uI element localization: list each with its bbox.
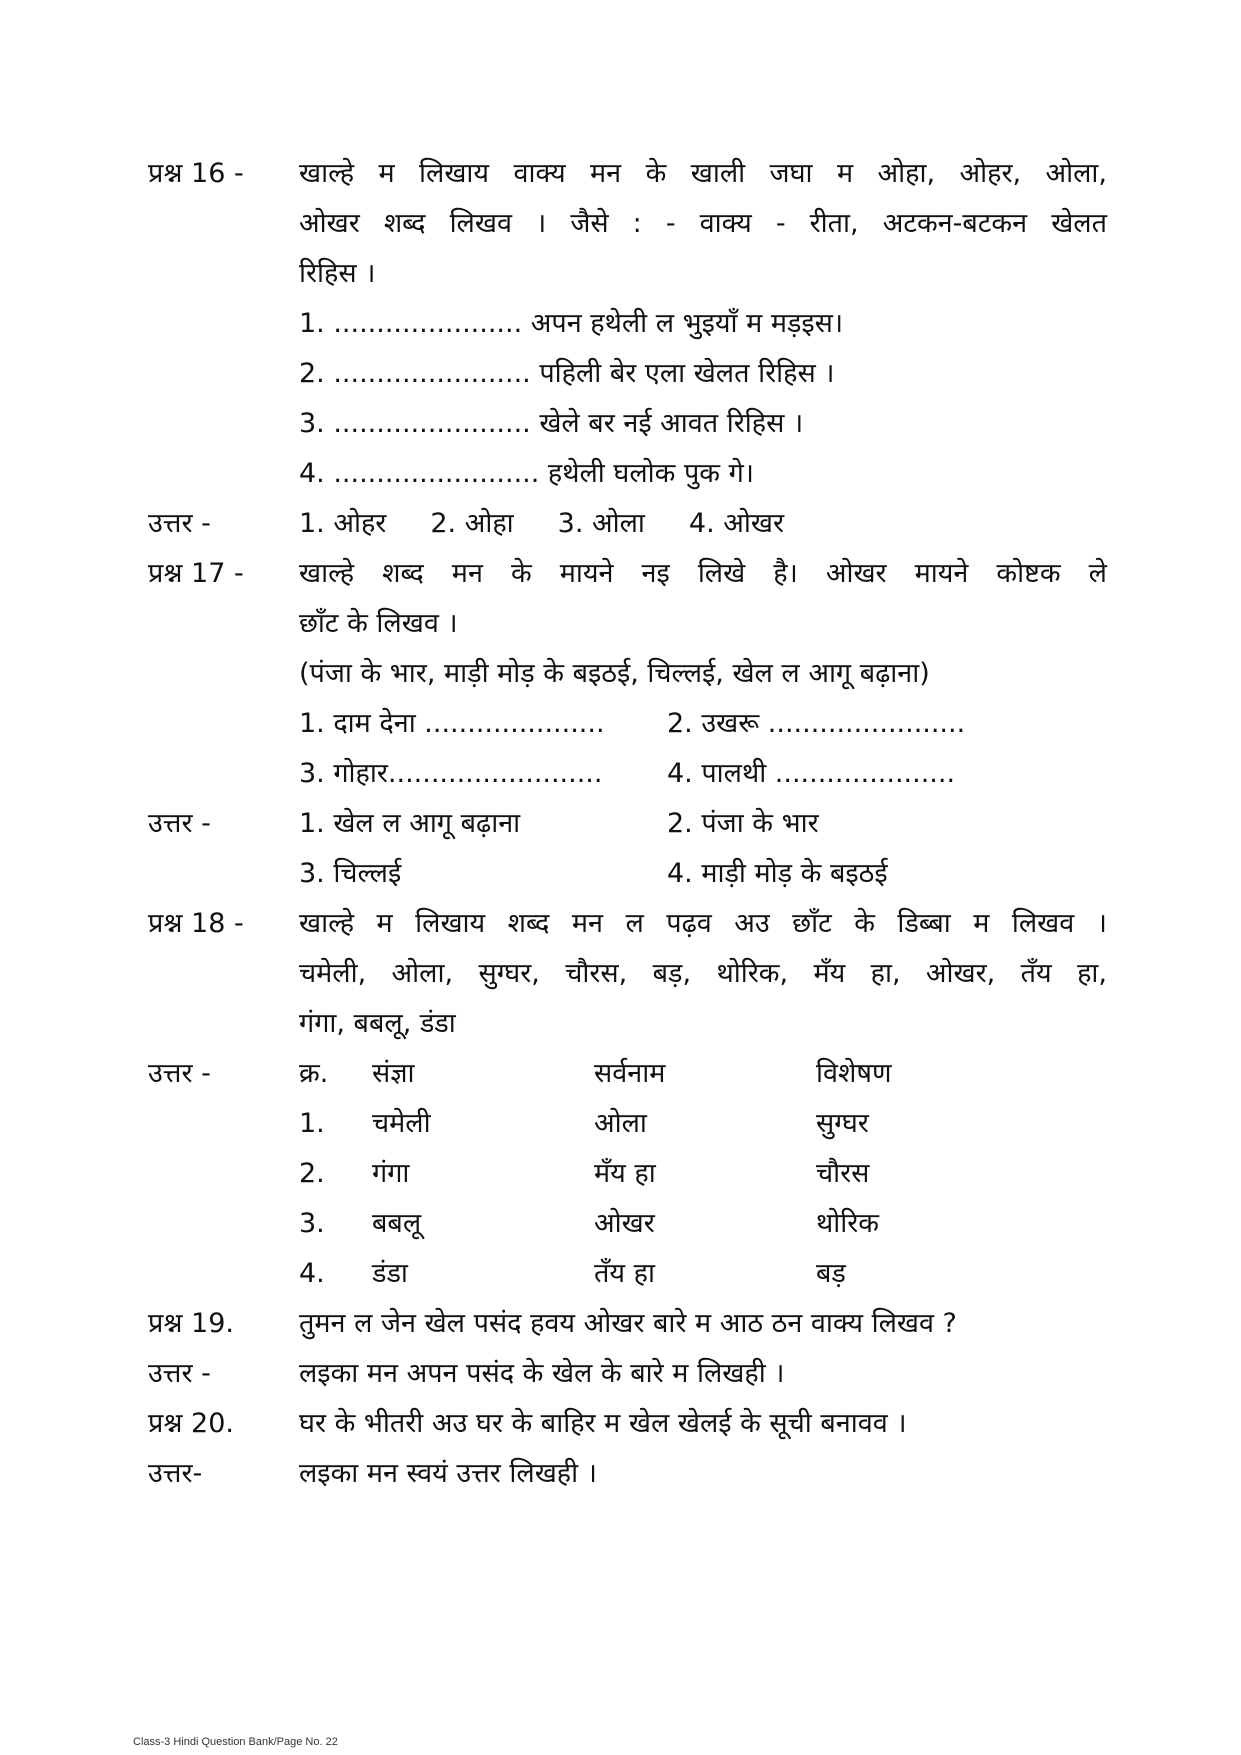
a18-cell: बड़ <box>816 1258 846 1289</box>
a18-cell: 2. <box>299 1158 325 1189</box>
a16-label: उत्तर - <box>148 508 211 539</box>
a18-cell: 4. <box>299 1258 325 1289</box>
a17-row-1 <box>0 796 1241 852</box>
a18-cell: सुग्घर <box>816 1108 869 1139</box>
q19-line <box>0 1296 1241 1352</box>
a18-header-noun: संज्ञा <box>372 1058 415 1089</box>
q17-items-row-1 <box>0 696 1241 752</box>
q17-item-4: 4. पालथी ..................... <box>667 758 956 789</box>
a16-answers <box>299 496 828 552</box>
a19-text: लइका मन अपन पसंद के खेल के बारे म लिखही । <box>299 1358 785 1389</box>
q17-item-1: 1. दाम देना ..................... <box>299 708 605 739</box>
q16-item-1: 1. ...................... अपन हथेली ल भुइयाँ म मड़इस। <box>299 308 844 339</box>
a18-cell: तँय हा <box>594 1258 655 1289</box>
a20-label: उत्तर- <box>148 1458 203 1489</box>
a18-header-row <box>0 1046 1241 1102</box>
a17-answer-3: 3. चिल्लई <box>299 858 402 889</box>
q17-options: (पंजा के भार, माड़ी मोड़ के बइठई, चिल्लई, खेल ल आगू बढ़ाना) <box>299 658 930 689</box>
q16-text-1: खाल्हे म लिखाय वाक्य मन के खाली जघा म ओहा, ओहर, ओला, <box>299 158 1107 189</box>
a18-cell: ओखर <box>594 1208 655 1239</box>
table-row <box>0 1246 1241 1302</box>
a18-cell: गंगा <box>372 1158 410 1189</box>
a18-header-pronoun: सर्वनाम <box>594 1058 666 1089</box>
q16-line-3 <box>0 246 1241 302</box>
q18-text-3: गंगा, बबलू, डंडा <box>299 1008 456 1039</box>
q16-line-1 <box>0 146 1241 202</box>
q18-line-2 <box>0 946 1241 1002</box>
a16-line <box>0 496 1241 552</box>
q16-item <box>0 396 1241 452</box>
a18-cell: बबलू <box>372 1208 422 1239</box>
a17-answer-2: 2. पंजा के भार <box>667 808 819 839</box>
q20-label: प्रश्न 20. <box>148 1408 234 1439</box>
q16-item <box>0 446 1241 502</box>
q18-label: प्रश्न 18 - <box>148 908 244 939</box>
q17-text-1: खाल्हे शब्द मन के मायने नइ लिखे है। ओखर मायने कोष्टक ले <box>299 558 1107 589</box>
a17-row-2 <box>0 846 1241 902</box>
q17-item-3: 3. गोहार......................... <box>299 758 603 789</box>
a18-cell: चौरस <box>816 1158 870 1189</box>
q17-options-line <box>0 646 1241 702</box>
a17-label: उत्तर - <box>148 808 211 839</box>
q16-item <box>0 346 1241 402</box>
q16-item-2: 2. ....................... पहिली बेर एला खेलत रिहिस । <box>299 358 835 389</box>
q17-line-1 <box>0 546 1241 602</box>
a20-line <box>0 1446 1241 1502</box>
table-row <box>0 1096 1241 1152</box>
a18-cell: चमेली <box>372 1108 431 1139</box>
q16-item <box>0 296 1241 352</box>
q19-label: प्रश्न 19. <box>148 1308 234 1339</box>
q17-line-2 <box>0 596 1241 652</box>
q16-line-2 <box>0 196 1241 252</box>
a16-answer-2: 2. ओहा <box>430 508 514 539</box>
a18-cell: 1. <box>299 1108 325 1139</box>
q19-text: तुमन ल जेन खेल पसंद हवय ओखर बारे म आठ ठन वाक्य लिखव ? <box>299 1308 957 1339</box>
q18-line-3 <box>0 996 1241 1052</box>
q16-item-3: 3. ....................... खेले बर नई आवत रिहिस । <box>299 408 804 439</box>
a18-cell: ओला <box>594 1108 647 1139</box>
a16-answer-3: 3. ओला <box>557 508 645 539</box>
page-footer: Class-3 Hindi Question Bank/Page No. 22 <box>133 1736 338 1748</box>
table-row <box>0 1146 1241 1202</box>
q16-text-2: ओखर शब्द लिखव । जैसे : - वाक्य - रीता, अटकन-बटकन खेलत <box>299 208 1107 239</box>
a18-cell: 3. <box>299 1208 325 1239</box>
a17-answer-4: 4. माड़ी मोड़ के बइठई <box>667 858 888 889</box>
a17-answer-1: 1. खेल ल आगू बढ़ाना <box>299 808 521 839</box>
q17-text-2: छाँट के लिखव । <box>299 608 458 639</box>
a16-answer-4: 4. ओखर <box>688 508 785 539</box>
q20-text: घर के भीतरी अउ घर के बाहिर म खेल खेलई के सूची बनावव । <box>299 1408 907 1439</box>
q16-item-4: 4. ........................ हथेली घलोक पुक गे। <box>299 458 755 489</box>
a18-header-adjective: विशेषण <box>816 1058 892 1089</box>
q17-items-row-2 <box>0 746 1241 802</box>
a19-line <box>0 1346 1241 1402</box>
a18-header-sr: क्र. <box>299 1058 329 1089</box>
a18-cell: डंडा <box>372 1258 408 1289</box>
q18-text-1: खाल्हे म लिखाय शब्द मन ल पढ़व अउ छाँट के डिब्बा म लिखव । <box>299 908 1107 939</box>
table-row <box>0 1196 1241 1252</box>
q17-label: प्रश्न 17 - <box>148 558 244 589</box>
a18-label: उत्तर - <box>148 1058 211 1089</box>
q20-line <box>0 1396 1241 1452</box>
a19-label: उत्तर - <box>148 1358 211 1389</box>
a20-text: लइका मन स्वयं उत्तर लिखही । <box>299 1458 597 1489</box>
q18-line-1 <box>0 896 1241 952</box>
a16-answer-1: 1. ओहर <box>299 508 387 539</box>
a18-cell: थोरिक <box>816 1208 880 1239</box>
q16-label: प्रश्न 16 - <box>148 158 244 189</box>
a18-cell: मँय हा <box>594 1158 656 1189</box>
q18-text-2: चमेली, ओला, सुग्घर, चौरस, बड़, थोरिक, मँय हा, ओखर, तँय हा, <box>299 958 1107 989</box>
q16-text-3: रिहिस । <box>299 258 376 289</box>
q17-item-2: 2. उखरू ....................... <box>667 708 966 739</box>
